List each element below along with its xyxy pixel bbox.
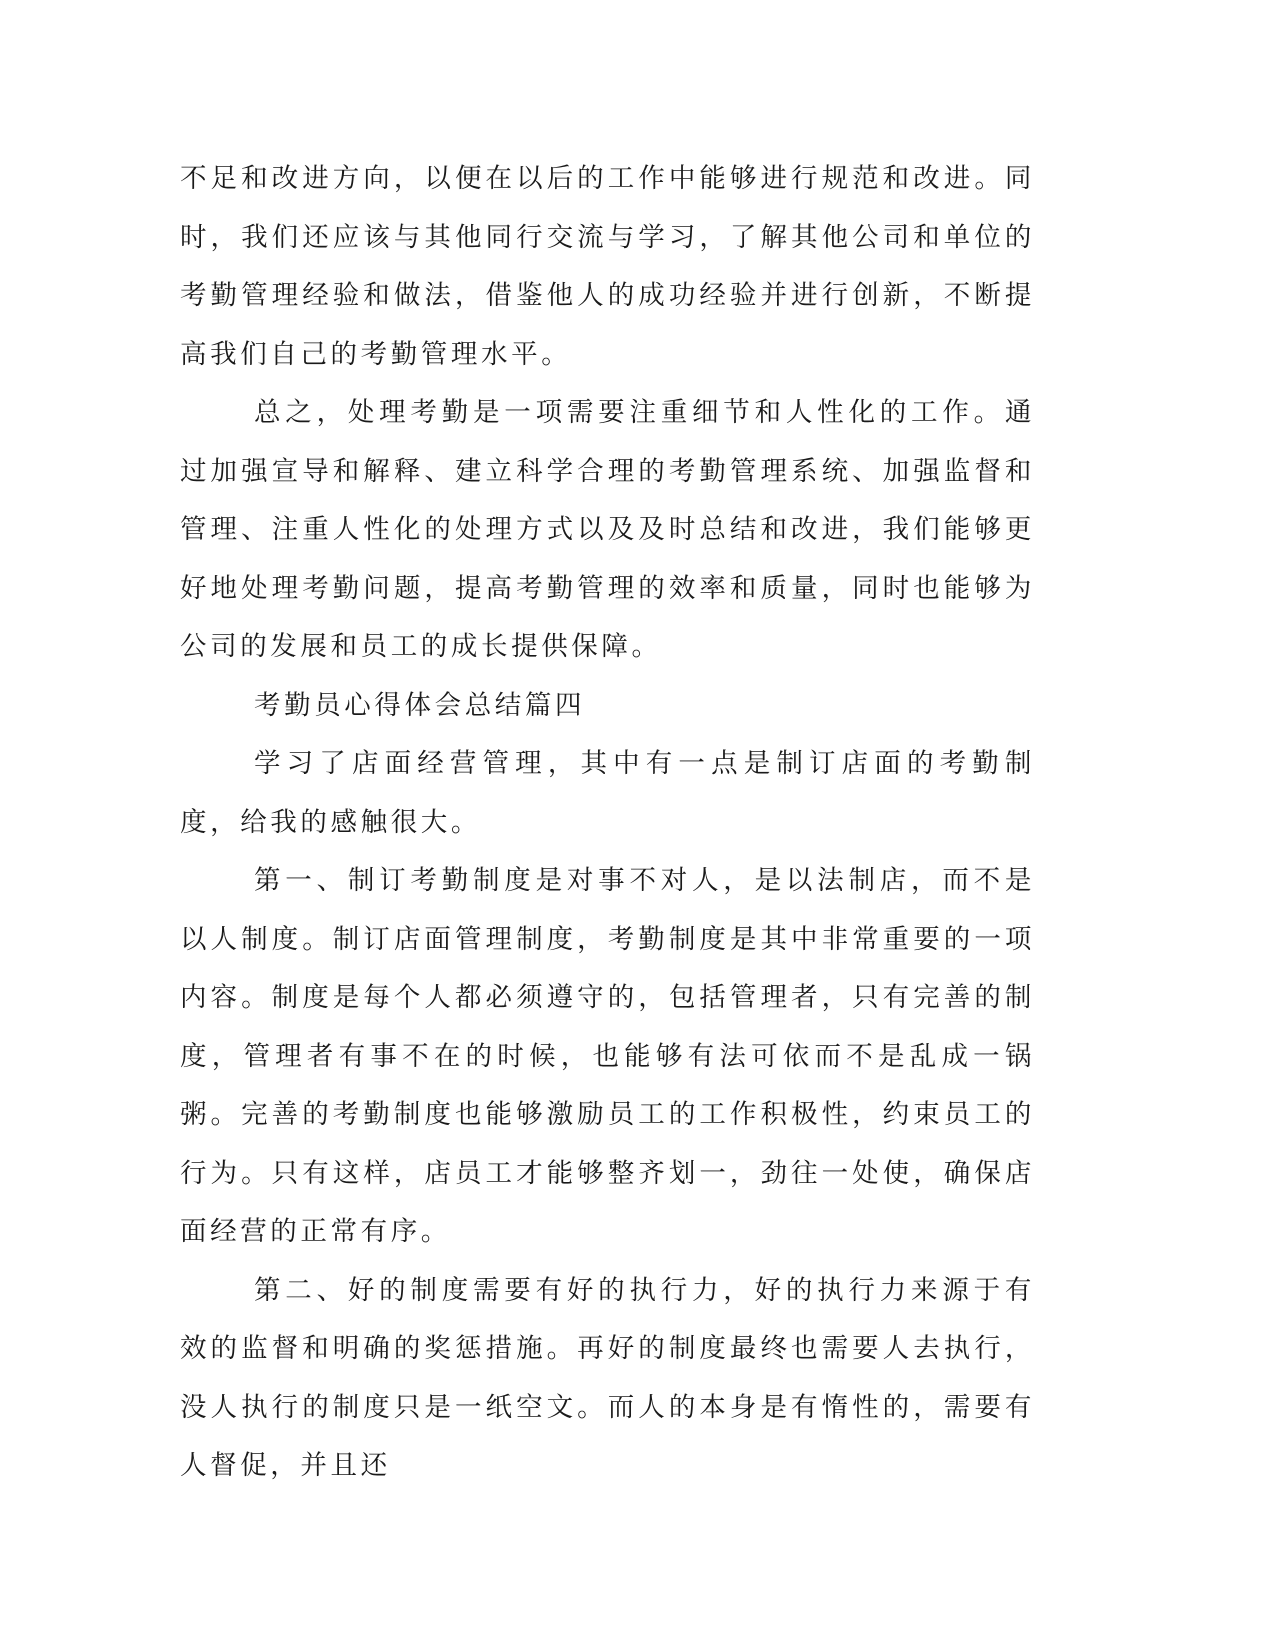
document-body (180, 150, 1035, 1496)
paragraph-point-one: 第一、制订考勤制度是对事不对人，是以法制店，而不是以人制度。制订店面管理制度，考勤制度是其中非常重要的一项内容。制度是每个人都必须遵守的，包括管理者，只有完善的制度，管理者有事不在的时候，也能够有法可依而不是乱成一锅粥。完善的考勤制度也能够激励员工的工作积极性，约束员工的行为。只有这样，店员工才能够整齐划一，劲往一处使，确保店面经营的正常有序。 (180, 865, 1035, 1247)
section-heading: 考勤员心得体会总结篇四 (254, 689, 586, 721)
paragraph-summary: 总之，处理考勤是一项需要注重细节和人性化的工作。通过加强宣导和解释、建立科学合理的考勤管理系统、加强监督和管理、注重人性化的处理方式以及及时总结和改进，我们能够更好地处理考勤问题，提高考勤管理的效率和质量，同时也能够为公司的发展和员工的成长提供保障。 (180, 397, 1035, 662)
paragraph-intro: 学习了店面经营管理，其中有一点是制订店面的考勤制度，给我的感触很大。 (180, 748, 1035, 838)
paragraph-continuation: 不足和改进方向，以便在以后的工作中能够进行规范和改进。同时，我们还应该与其他同行交流与学习，了解其他公司和单位的考勤管理经验和做法，借鉴他人的成功经验并进行创新，不断提高我们自己的考勤管理水平。 (180, 163, 1035, 370)
paragraph-point-two: 第二、好的制度需要有好的执行力，好的执行力来源于有效的监督和明确的奖惩措施。再好的制度最终也需要人去执行，没人执行的制度只是一纸空文。而人的本身是有惰性的，需要有人督促，并且还 (180, 1274, 1035, 1481)
